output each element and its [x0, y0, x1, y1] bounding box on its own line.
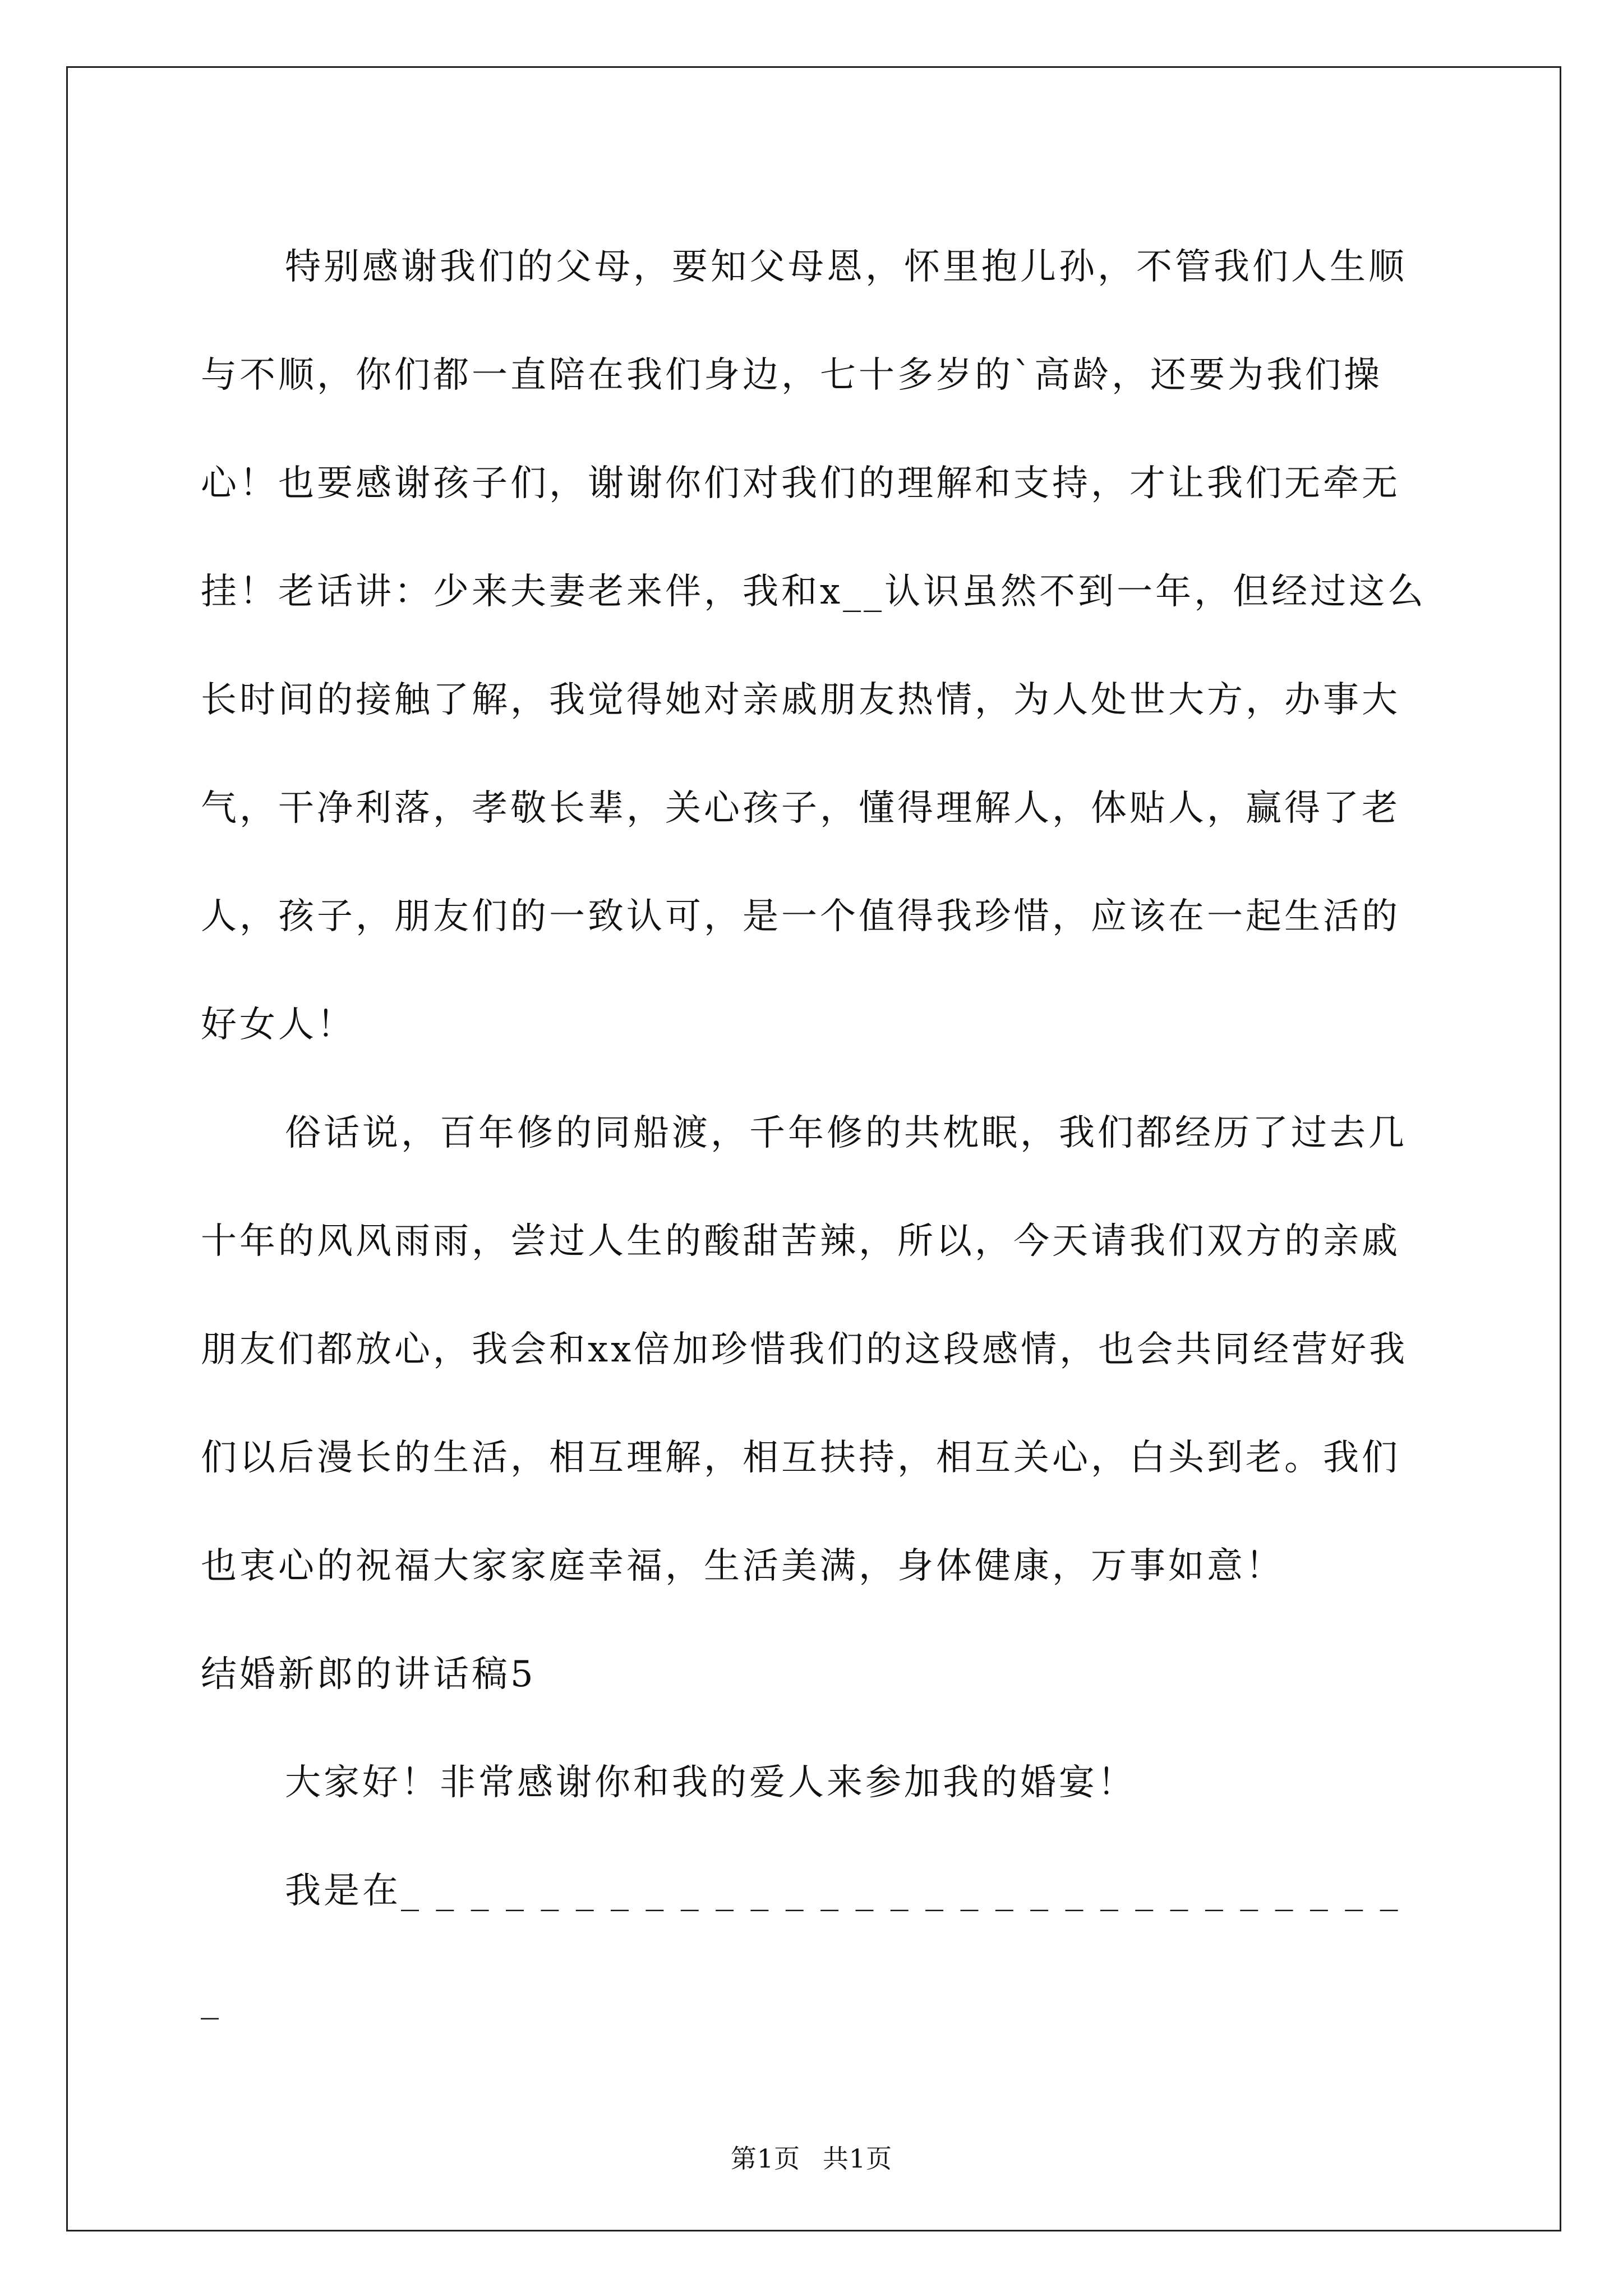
page-footer: [0, 2138, 1623, 2175]
paragraph-fill-in: 我是在_ _ _ _ _ _ _ _ _ _ _ _ _ _ _ _ _ _ _ _ _ _ _ _ _ _ _ _ _ _: [201, 1870, 1415, 2020]
paragraph-thanks-parents: 特别感谢我们的父母，要知父母恩，怀里抱儿孙，不管我们人生顺与不顺，你们都一直陪在我们身边，七十多岁的`高龄，还要为我们操心！也要感谢孩子们，谢谢你们对我们的理解和支持，才让我们无牵无挂！老话讲：少来夫妻老来伴，我和x__认识虽然不到一年，但经过这么长时间的接触了解，我觉得她对亲戚朋友热情，为人处世大方，办事大气，干净利落，孝敬长辈，关心孩子，懂得理解人，体贴人，赢得了老人，孩子，朋友们的一致认可，是一个值得我珍惜，应该在一起生活的好女人！: [201, 246, 1427, 1046]
paragraph-proverb: 俗话说，百年修的同船渡，千年修的共枕眠，我们都经历了过去几十年的风风雨雨，尝过人生的酸甜苦辣，所以，今天请我们双方的亲戚朋友们都放心，我会和xx倍加珍惜我们的这段感情，也会共同经营好我们以后漫长的生活，相互理解，相互扶持，相互关心，白头到老。我们也衷心的祝福大家家庭幸福，生活美满，身体健康，万事如意！: [201, 1112, 1408, 1587]
page-number-current: 第1页: [730, 2143, 801, 2174]
section-heading: 结婚新郎的讲话稿5: [201, 1654, 536, 1695]
document-body: [201, 213, 1429, 2054]
page-number-total: 共1页: [822, 2143, 893, 2174]
paragraph-greeting: 大家好！非常感谢你和我的爱人来参加我的婚宴！: [285, 1762, 1136, 1803]
